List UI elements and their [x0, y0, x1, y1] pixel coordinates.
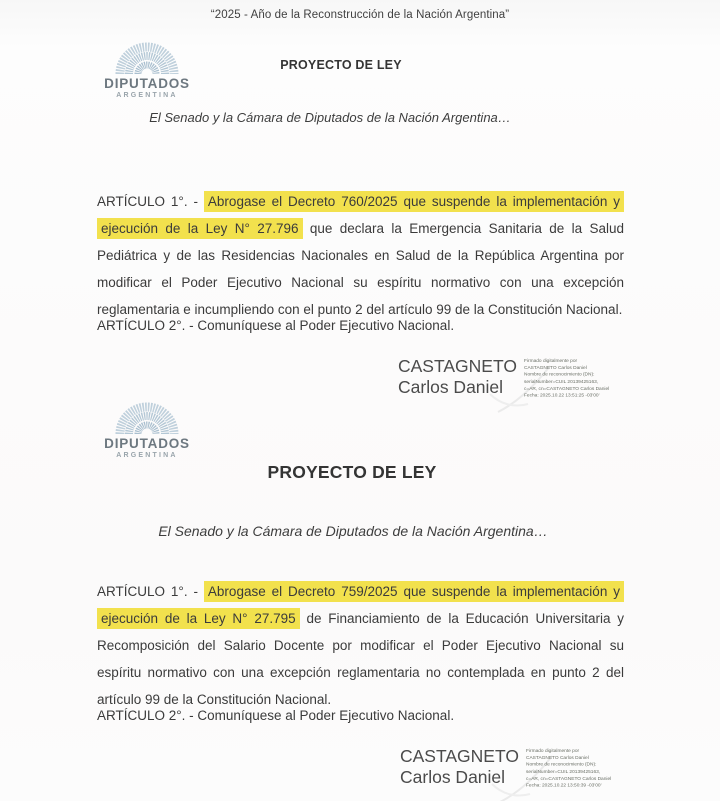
cert-line-5: c=AR, cn=CASTAGNETO Carlos Daniel [525, 776, 612, 782]
header-quote: “2025 - Año de la Reconstrucción de la Nación Argentina” [210, 9, 510, 21]
logo-subtitle: ARGENTINA [116, 92, 178, 99]
cert-line-6: Fecha: 2025.10.22 13:50:39 -03'00' [525, 783, 602, 789]
cert-line-6: Fecha: 2025.10.22 13:51:25 -03'00' [523, 393, 600, 399]
cert-line-5: c=AR, cn=CASTAGNETO Carlos Daniel [523, 386, 610, 392]
signature-certificate-text [524, 358, 609, 400]
section-1-articulo-2: ARTÍCULO 2°. - Comuníquese al Poder Ejecutivo Nacional. [97, 318, 455, 333]
signature-name [398, 356, 517, 398]
articulo-1-rest: de Financiamiento de la Educación Universitaria y Recomposición del Salario Docente por modificar el Poder Ejecutivo Nacional su espíritu normativo con una excepción reglamentaria no contemplada en punto 2 del artículo 99 de la Constitución Nacional. [97, 610, 624, 707]
signature-name-line-1: CASTAGNETO [400, 746, 519, 766]
signature-block-1 [398, 356, 630, 410]
articulo-1-label: ARTÍCULO 1°. - [97, 583, 198, 599]
signature-name-line-2: Carlos Daniel [400, 767, 506, 787]
section-1-salutation: El Senado y la Cámara de Diputados de la Nación Argentina… [149, 110, 511, 125]
cert-line-1: Firmado digitalmente por [523, 358, 578, 364]
articulo-1-highlight: Abrogase el Decreto 760/2025 que suspende la implementación y ejecución de la Ley N° 27.796 [97, 191, 624, 239]
cert-line-1: Firmado digitalmente por [525, 748, 580, 754]
articulo-1-label: ARTÍCULO 1°. - [97, 193, 198, 209]
signature-name [400, 746, 519, 788]
diputados-logo-bottom [87, 394, 207, 461]
signature-name-line-1: CASTAGNETO [398, 356, 517, 376]
cert-line-4: serialNumber=CUIL 20139425163, [525, 769, 601, 775]
signature-block-2 [400, 746, 632, 800]
cert-line-3: Nombre de reconocimiento (DN): [523, 372, 595, 378]
logo-arch-icon [114, 394, 180, 434]
cert-line-3: Nombre de reconocimiento (DN): [525, 762, 597, 768]
section-2-title: PROYECTO DE LEY [267, 462, 437, 482]
logo-title: DIPUTADOS [104, 436, 190, 451]
signature-name-line-2: Carlos Daniel [398, 377, 504, 397]
section-2-salutation: El Senado y la Cámara de Diputados de la Nación Argentina… [158, 523, 548, 539]
cert-line-2: CASTAGNETO Carlos Daniel [523, 365, 587, 371]
section-2-articulo-2: ARTÍCULO 2°. - Comuníquese al Poder Ejecutivo Nacional. [97, 708, 455, 723]
articulo-1-rest: que declara la Emergencia Sanitaria de la Salud Pediátrica y de las Residencias Nacionales en Salud de la República Argentina por modificar el Poder Ejecutivo Nacional su espíritu normativo con una excepción reglamentaria e incumpliendo con el punto 2 del artículo 99 de la Constitución Nacional. [97, 220, 624, 317]
cert-line-4: serialNumber=CUIL 20139425163, [523, 379, 599, 385]
logo-subtitle: ARGENTINA [116, 452, 178, 459]
cert-line-2: CASTAGNETO Carlos Daniel [525, 755, 589, 761]
logo-title: DIPUTADOS [104, 76, 190, 91]
articulo-1-highlight: Abrogase el Decreto 759/2025 que suspende la implementación y ejecución de la Ley N° 27.795 [97, 581, 624, 629]
section-1-title: PROYECTO DE LEY [280, 58, 402, 72]
signature-certificate-text [526, 748, 611, 790]
section-2-articulo-1-paragraph [97, 578, 624, 713]
section-1-articulo-1-paragraph [97, 188, 624, 323]
